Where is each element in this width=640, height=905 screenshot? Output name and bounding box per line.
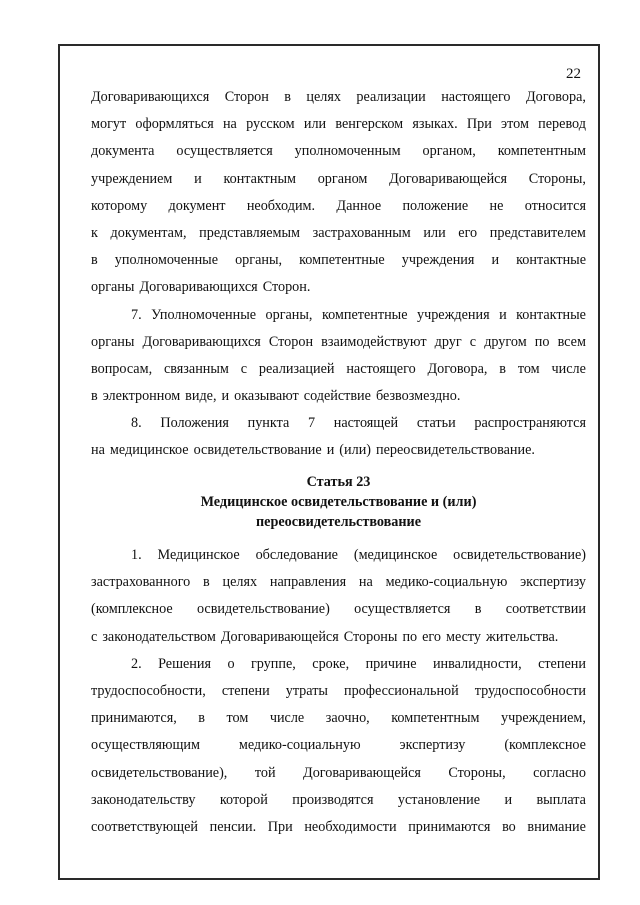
text-line: органы Договаривающихся Сторон взаимодействуют друг с другом по всем [91, 333, 586, 350]
text-line: освидетельствование), той Договаривающейся Стороны, согласно [91, 764, 586, 781]
text-line: с законодательством Договаривающейся Стороны по его месту жительства. [91, 628, 559, 645]
text-line: 7. Уполномоченные органы, компетентные учреждения и контактные [131, 306, 586, 323]
text-line: законодательству которой производятся установление и выплата [91, 791, 586, 808]
article-title-line-1: Медицинское освидетельствование и (или) [200, 494, 477, 510]
text-line: документа осуществляется уполномоченным органом, компетентным [91, 143, 586, 160]
text-line: (комплексное освидетельствование) осуществляется в соответствии [91, 601, 586, 618]
text-line: 2. Решения о группе, сроке, причине инвалидности, степени [131, 655, 586, 672]
text-line: 8. Положения пункта 7 настоящей статьи распространяются [131, 415, 586, 432]
text-line: вопросам, связанным с реализацией настоящего Договора, в том числе [91, 360, 586, 377]
text-line: соответствующей пенсии. При необходимости принимаются во внимание [91, 818, 586, 835]
text-line: трудоспособности, степени утраты профессиональной трудоспособности [91, 682, 586, 699]
article-title-line-2: переосвидетельствование [255, 514, 422, 530]
text-line: которому документ необходим. Данное положение не относится [91, 197, 586, 214]
text-line: застрахованного в целях направления на медико-социальную экспертизу [91, 574, 586, 591]
text-line: на медицинское освидетельствование и (или) переосвидетельствование. [91, 442, 535, 459]
page-number: 22 [566, 66, 581, 82]
text-block-bottom [91, 542, 586, 841]
text-line: в уполномоченные органы, компетентные учреждения и контактные [91, 252, 586, 269]
text-line: могут оформляться на русском или венгерском языках. При этом перевод [91, 116, 586, 133]
text-line: 1. Медицинское обследование (медицинское освидетельствование) [131, 547, 586, 563]
article-number: Статья 23 [306, 474, 371, 490]
text-line: учреждением и контактным органом Договаривающейся Стороны, [91, 170, 586, 187]
text-block-top [91, 84, 586, 465]
text-line: в электронном виде, и оказывают содействие безвозмездно. [91, 388, 461, 405]
text-line: осуществляющим медико-социальную экспертизу (комплексное [91, 737, 586, 754]
text-line: органы Договаривающихся Сторон. [91, 279, 311, 296]
text-line: к документам, представляемым застрахованным или его представителем [91, 224, 586, 241]
text-line: Договаривающихся Сторон в целях реализации настоящего Договора, [91, 89, 586, 105]
text-line: принимаются, в том числе заочно, компетентным учреждением, [91, 710, 586, 727]
